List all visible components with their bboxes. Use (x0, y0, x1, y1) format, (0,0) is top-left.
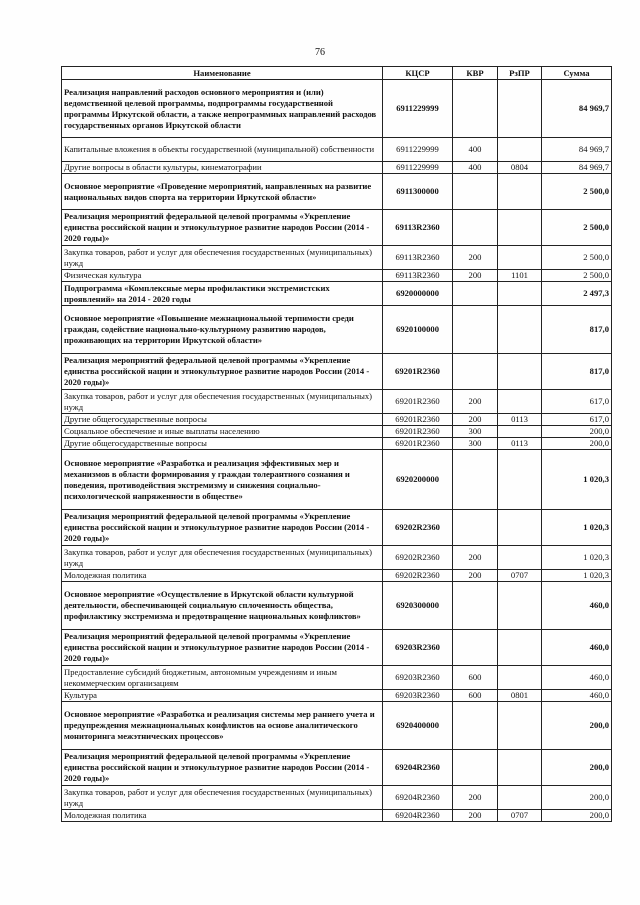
cell-kvr: 300 (453, 438, 498, 450)
cell-name: Физическая культура (62, 270, 383, 282)
cell-sum: 460,0 (542, 666, 612, 690)
cell-sum: 2 500,0 (542, 174, 612, 210)
header-rzpr: РзПР (498, 67, 542, 80)
page-number: 76 (315, 47, 325, 58)
table-row (62, 414, 612, 426)
cell-sum: 1 020,3 (542, 546, 612, 570)
table-row (62, 246, 612, 270)
table-row (62, 80, 612, 138)
cell-rzpr (498, 582, 542, 630)
cell-kvr: 200 (453, 414, 498, 426)
cell-sum: 2 500,0 (542, 270, 612, 282)
cell-kcsr: 6920300000 (383, 582, 453, 630)
header-name: Наименование (62, 67, 383, 80)
cell-sum: 200,0 (542, 426, 612, 438)
cell-kcsr: 69203R2360 (383, 666, 453, 690)
cell-sum: 200,0 (542, 750, 612, 786)
cell-sum: 84 969,7 (542, 162, 612, 174)
table-row (62, 702, 612, 750)
cell-rzpr: 0113 (498, 438, 542, 450)
cell-kvr (453, 354, 498, 390)
cell-kcsr: 69202R2360 (383, 510, 453, 546)
cell-name: Реализация мероприятий федеральной целевой программы «Укрепление единства российской нации и этнокультурное развитие народов России (2014 - 2020 годы)» (62, 510, 383, 546)
cell-sum: 84 969,7 (542, 80, 612, 138)
cell-kcsr: 69201R2360 (383, 426, 453, 438)
cell-rzpr: 0804 (498, 162, 542, 174)
cell-kvr: 200 (453, 270, 498, 282)
cell-kcsr: 69204R2360 (383, 786, 453, 810)
cell-name: Основное мероприятие «Осуществление в Иркутской области культурной деятельности, обеспечивающей социальную сплоченность общества, профилактику экстремизма и предотвращение национальных конфликтов» (62, 582, 383, 630)
cell-kvr: 600 (453, 690, 498, 702)
header-kvr: КВР (453, 67, 498, 80)
cell-kvr: 600 (453, 666, 498, 690)
cell-kvr: 200 (453, 810, 498, 822)
cell-name: Основное мероприятие «Повышение межнациональной терпимости среди граждан, содействие национально-культурному развитию народов, проживающих на территории Иркутской области» (62, 306, 383, 354)
cell-kvr: 400 (453, 138, 498, 162)
cell-rzpr: 0707 (498, 570, 542, 582)
cell-name: Другие общегосударственные вопросы (62, 414, 383, 426)
cell-sum: 460,0 (542, 582, 612, 630)
cell-name: Закупка товаров, работ и услуг для обеспечения государственных (муниципальных) нужд (62, 390, 383, 414)
cell-kcsr: 69202R2360 (383, 570, 453, 582)
cell-rzpr (498, 174, 542, 210)
table-row (62, 438, 612, 450)
cell-rzpr: 0801 (498, 690, 542, 702)
cell-sum: 200,0 (542, 810, 612, 822)
cell-sum: 2 500,0 (542, 210, 612, 246)
cell-name: Молодежная политика (62, 810, 383, 822)
cell-name: Реализация мероприятий федеральной целевой программы «Укрепление единства российской нации и этнокультурное развитие народов России (2014 - 2020 годы)» (62, 210, 383, 246)
cell-rzpr (498, 786, 542, 810)
cell-sum: 460,0 (542, 630, 612, 666)
cell-rzpr (498, 306, 542, 354)
cell-kvr (453, 80, 498, 138)
cell-rzpr: 0113 (498, 414, 542, 426)
cell-kcsr: 69201R2360 (383, 438, 453, 450)
table-row (62, 174, 612, 210)
table-row (62, 162, 612, 174)
cell-name: Реализация мероприятий федеральной целевой программы «Укрепление единства российской нации и этнокультурное развитие народов России (2014 - 2020 годы)» (62, 630, 383, 666)
cell-sum: 84 969,7 (542, 138, 612, 162)
cell-kvr (453, 582, 498, 630)
cell-kcsr: 69202R2360 (383, 546, 453, 570)
cell-name: Капитальные вложения в объекты государственной (муниципальной) собственности (62, 138, 383, 162)
cell-rzpr (498, 510, 542, 546)
budget-table (61, 66, 612, 822)
cell-kvr (453, 210, 498, 246)
cell-rzpr (498, 426, 542, 438)
table-row (62, 450, 612, 510)
cell-kcsr: 6911229999 (383, 138, 453, 162)
cell-kvr (453, 282, 498, 306)
cell-kcsr: 6911300000 (383, 174, 453, 210)
cell-kcsr: 6920100000 (383, 306, 453, 354)
cell-sum: 2 497,3 (542, 282, 612, 306)
cell-sum: 817,0 (542, 306, 612, 354)
cell-kvr (453, 306, 498, 354)
cell-kvr: 400 (453, 162, 498, 174)
table-row (62, 354, 612, 390)
cell-name: Основное мероприятие «Разработка и реализация системы мер раннего учета и предупреждения межнациональных конфликтов на основе аналитического мониторинга межэтнических процессов» (62, 702, 383, 750)
cell-kcsr: 69203R2360 (383, 690, 453, 702)
table-row (62, 810, 612, 822)
cell-kvr (453, 702, 498, 750)
cell-rzpr (498, 354, 542, 390)
cell-name: Молодежная политика (62, 570, 383, 582)
cell-sum: 200,0 (542, 702, 612, 750)
cell-sum: 1 020,3 (542, 510, 612, 546)
cell-sum: 817,0 (542, 354, 612, 390)
cell-kcsr: 69201R2360 (383, 414, 453, 426)
table-row (62, 570, 612, 582)
cell-rzpr (498, 630, 542, 666)
table-row (62, 282, 612, 306)
table-row (62, 690, 612, 702)
cell-kcsr: 69201R2360 (383, 390, 453, 414)
cell-rzpr (498, 546, 542, 570)
cell-kcsr: 69203R2360 (383, 630, 453, 666)
table-row (62, 666, 612, 690)
cell-name: Культура (62, 690, 383, 702)
cell-sum: 200,0 (542, 438, 612, 450)
cell-name: Закупка товаров, работ и услуг для обеспечения государственных (муниципальных) нужд (62, 246, 383, 270)
cell-rzpr (498, 80, 542, 138)
header-kcsr: КЦСР (383, 67, 453, 80)
cell-name: Другие вопросы в области культуры, кинематографии (62, 162, 383, 174)
cell-kcsr: 6920400000 (383, 702, 453, 750)
cell-kvr (453, 630, 498, 666)
cell-kcsr: 69113R2360 (383, 270, 453, 282)
cell-name: Основное мероприятие «Разработка и реализация эффективных мер и механизмов в области формирования у граждан толерантного сознания и поведения, противодействия экстремизму и снижения социально-психологической напряженности в обществе» (62, 450, 383, 510)
cell-sum: 617,0 (542, 390, 612, 414)
cell-rzpr (498, 390, 542, 414)
table-header-row (62, 67, 612, 80)
cell-name: Реализация мероприятий федеральной целевой программы «Укрепление единства российской нации и этнокультурное развитие народов России (2014 - 2020 годы)» (62, 354, 383, 390)
table-row (62, 270, 612, 282)
cell-name: Основное мероприятие «Проведение мероприятий, направленных на развитие национальных видов спорта на территории Иркутской области» (62, 174, 383, 210)
cell-kvr: 200 (453, 246, 498, 270)
table-row (62, 306, 612, 354)
cell-rzpr (498, 138, 542, 162)
cell-rzpr (498, 702, 542, 750)
cell-rzpr (498, 210, 542, 246)
table-row (62, 630, 612, 666)
cell-kvr: 200 (453, 786, 498, 810)
table-row (62, 750, 612, 786)
table-row (62, 210, 612, 246)
cell-rzpr: 0707 (498, 810, 542, 822)
table-row (62, 390, 612, 414)
cell-sum: 2 500,0 (542, 246, 612, 270)
cell-sum: 617,0 (542, 414, 612, 426)
cell-kcsr: 6911229999 (383, 162, 453, 174)
cell-kcsr: 69113R2360 (383, 210, 453, 246)
cell-kvr: 200 (453, 546, 498, 570)
cell-kcsr: 69204R2360 (383, 810, 453, 822)
cell-kvr (453, 174, 498, 210)
cell-sum: 460,0 (542, 690, 612, 702)
table-row (62, 138, 612, 162)
cell-rzpr: 1101 (498, 270, 542, 282)
cell-name: Подпрограмма «Комплексные меры профилактики экстремистских проявлений» на 2014 - 2020 годы (62, 282, 383, 306)
cell-rzpr (498, 282, 542, 306)
cell-rzpr (498, 450, 542, 510)
table-row (62, 546, 612, 570)
cell-kcsr: 69201R2360 (383, 354, 453, 390)
cell-sum: 1 020,3 (542, 450, 612, 510)
cell-rzpr (498, 246, 542, 270)
cell-kcsr: 69204R2360 (383, 750, 453, 786)
cell-name: Социальное обеспечение и иные выплаты населению (62, 426, 383, 438)
cell-name: Другие общегосударственные вопросы (62, 438, 383, 450)
cell-name: Реализация мероприятий федеральной целевой программы «Укрепление единства российской нации и этнокультурное развитие народов России (2014 - 2020 годы)» (62, 750, 383, 786)
cell-name: Закупка товаров, работ и услуг для обеспечения государственных (муниципальных) нужд (62, 546, 383, 570)
cell-kcsr: 69113R2360 (383, 246, 453, 270)
cell-name: Закупка товаров, работ и услуг для обеспечения государственных (муниципальных) нужд (62, 786, 383, 810)
table-row (62, 510, 612, 546)
header-sum: Сумма (542, 67, 612, 80)
cell-rzpr (498, 666, 542, 690)
table-row (62, 582, 612, 630)
cell-kvr: 200 (453, 570, 498, 582)
cell-kcsr: 6920000000 (383, 282, 453, 306)
cell-kvr: 300 (453, 426, 498, 438)
cell-kvr (453, 750, 498, 786)
cell-kvr: 200 (453, 390, 498, 414)
cell-name: Реализация направлений расходов основного мероприятия и (или) ведомственной целевой программы, подпрограммы государственной программы Иркутской области, а также непрограммных направлений расходов государственных органов Иркутской области (62, 80, 383, 138)
cell-rzpr (498, 750, 542, 786)
cell-name: Предоставление субсидий бюджетным, автономным учреждениям и иным некоммерческим организациям (62, 666, 383, 690)
table-row (62, 426, 612, 438)
cell-sum: 200,0 (542, 786, 612, 810)
cell-kvr (453, 450, 498, 510)
cell-kcsr: 6911229999 (383, 80, 453, 138)
cell-sum: 1 020,3 (542, 570, 612, 582)
cell-kcsr: 6920200000 (383, 450, 453, 510)
table-row (62, 786, 612, 810)
cell-kvr (453, 510, 498, 546)
